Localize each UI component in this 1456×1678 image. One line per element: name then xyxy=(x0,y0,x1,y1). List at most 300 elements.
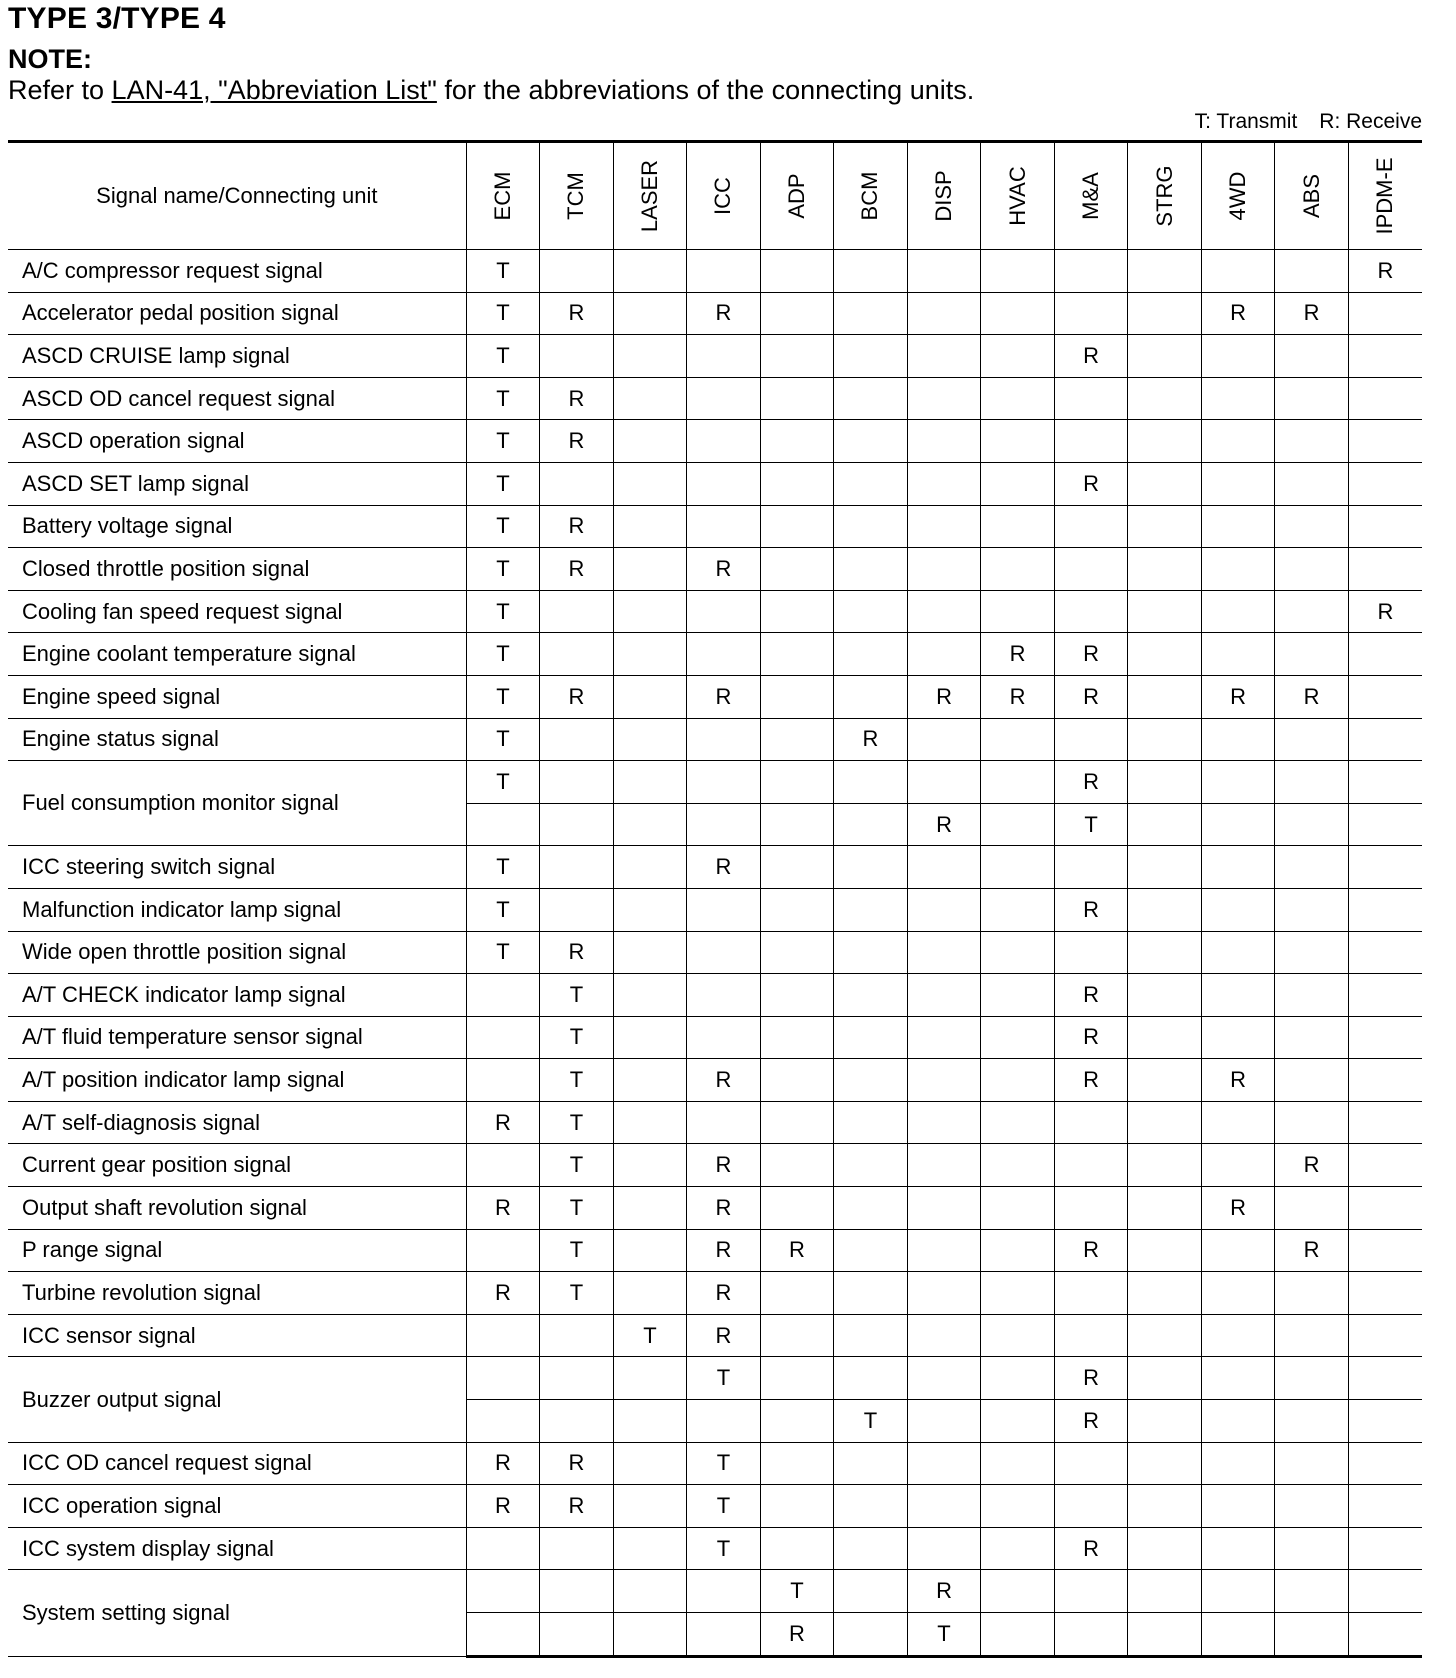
signal-cell xyxy=(613,1272,687,1315)
signal-cell xyxy=(760,675,834,718)
signal-cell xyxy=(760,250,834,293)
table-row xyxy=(8,1314,1422,1357)
signal-cell xyxy=(760,974,834,1017)
signal-cell xyxy=(981,1059,1055,1102)
signal-cell xyxy=(981,590,1055,633)
signal-cell xyxy=(1054,420,1128,463)
signal-cell xyxy=(1201,590,1275,633)
unit-header xyxy=(907,142,981,250)
signal-cell xyxy=(466,1613,540,1657)
signal-cell: R xyxy=(466,1272,540,1315)
unit-header-label: TCM xyxy=(563,172,589,220)
unit-header-label: ICC xyxy=(710,177,736,215)
table-row xyxy=(8,1187,1422,1230)
signal-cell xyxy=(907,420,981,463)
signal-cell xyxy=(760,1272,834,1315)
signal-cell: T xyxy=(834,1400,908,1443)
signal-cell xyxy=(907,1016,981,1059)
signal-cell: R xyxy=(1275,1229,1349,1272)
signal-cell: T xyxy=(540,1272,614,1315)
table-row xyxy=(8,1357,1422,1400)
signal-cell xyxy=(834,1570,908,1613)
signal-cell xyxy=(907,1400,981,1443)
signal-cell xyxy=(1128,633,1202,676)
signal-cell: R xyxy=(981,675,1055,718)
signal-cell: R xyxy=(687,548,761,591)
signal-name: A/T position indicator lamp signal xyxy=(8,1059,466,1102)
signal-cell xyxy=(981,718,1055,761)
signal-cell xyxy=(1348,1229,1422,1272)
signal-cell xyxy=(1054,1144,1128,1187)
signal-cell: R xyxy=(687,846,761,889)
signal-cell xyxy=(1201,1527,1275,1570)
signal-cell xyxy=(981,292,1055,335)
signal-cell: R xyxy=(1275,292,1349,335)
signal-cell: R xyxy=(540,931,614,974)
signal-cell xyxy=(1275,505,1349,548)
signal-cell xyxy=(1348,335,1422,378)
signal-cell xyxy=(1201,1272,1275,1315)
signal-cell xyxy=(760,761,834,804)
signal-cell xyxy=(1054,377,1128,420)
signal-cell xyxy=(981,1187,1055,1230)
unit-header-label: M&A xyxy=(1078,172,1104,220)
signal-cell: R xyxy=(1201,292,1275,335)
signal-cell xyxy=(981,1229,1055,1272)
signal-cell xyxy=(834,1442,908,1485)
signal-name: ICC steering switch signal xyxy=(8,846,466,889)
signal-cell xyxy=(1275,250,1349,293)
signal-cell xyxy=(981,1400,1055,1443)
signal-cell: R xyxy=(1054,761,1128,804)
signal-cell xyxy=(1128,888,1202,931)
signal-cell xyxy=(540,846,614,889)
signal-cell: R xyxy=(540,292,614,335)
signal-cell xyxy=(1275,846,1349,889)
signal-cell xyxy=(907,462,981,505)
signal-cell xyxy=(1275,548,1349,591)
signal-cell: T xyxy=(687,1442,761,1485)
table-row xyxy=(8,761,1422,804)
signal-cell xyxy=(1128,1016,1202,1059)
signal-cell: T xyxy=(540,974,614,1017)
table-row xyxy=(8,250,1422,293)
signal-cell xyxy=(613,548,687,591)
signal-name: P range signal xyxy=(8,1229,466,1272)
signal-cell xyxy=(1128,250,1202,293)
signal-cell xyxy=(760,1187,834,1230)
signal-cell xyxy=(834,888,908,931)
signal-cell xyxy=(907,505,981,548)
signal-cell xyxy=(1201,718,1275,761)
signal-name: ICC OD cancel request signal xyxy=(8,1442,466,1485)
signal-cell xyxy=(1201,1229,1275,1272)
note-text xyxy=(8,75,974,106)
signal-cell xyxy=(540,1613,614,1657)
signal-cell xyxy=(1275,931,1349,974)
signal-cell xyxy=(760,803,834,846)
signal-cell xyxy=(1201,633,1275,676)
legend-receive: R: Receive xyxy=(1319,110,1422,133)
table-row xyxy=(8,1272,1422,1315)
signal-cell: T xyxy=(466,505,540,548)
signal-cell xyxy=(540,462,614,505)
signal-cell xyxy=(760,505,834,548)
signal-cell xyxy=(1054,1187,1128,1230)
signal-cell xyxy=(981,974,1055,1017)
signal-cell: T xyxy=(466,590,540,633)
unit-header-label: HVAC xyxy=(1004,166,1030,226)
signal-cell xyxy=(1201,1613,1275,1657)
unit-header-label: ABS xyxy=(1298,173,1324,219)
signal-cell: R xyxy=(907,675,981,718)
table-body xyxy=(8,250,1422,1657)
signal-cell xyxy=(466,974,540,1017)
signal-cell xyxy=(466,1144,540,1187)
signal-cell xyxy=(466,803,540,846)
table-row xyxy=(8,505,1422,548)
unit-header-label: BCM xyxy=(857,171,883,221)
table-row xyxy=(8,420,1422,463)
signal-cell xyxy=(1054,1442,1128,1485)
signal-cell xyxy=(613,1187,687,1230)
signal-cell xyxy=(907,1101,981,1144)
table-row xyxy=(8,1570,1422,1613)
signal-cell xyxy=(1275,1314,1349,1357)
signal-cell xyxy=(834,335,908,378)
signal-cell xyxy=(907,590,981,633)
signal-cell: R xyxy=(1054,462,1128,505)
signal-cell xyxy=(1128,292,1202,335)
signal-cell xyxy=(613,1016,687,1059)
signal-cell xyxy=(613,761,687,804)
signal-cell xyxy=(613,931,687,974)
signal-cell xyxy=(1128,846,1202,889)
signal-cell xyxy=(834,1527,908,1570)
signal-cell xyxy=(1128,1314,1202,1357)
signal-cell xyxy=(907,1527,981,1570)
signal-cell xyxy=(1348,292,1422,335)
unit-header-label: 4WD xyxy=(1225,171,1251,221)
signal-cell xyxy=(1128,548,1202,591)
signal-cell: R xyxy=(981,633,1055,676)
signal-cell xyxy=(1348,1613,1422,1657)
signal-cell: T xyxy=(466,633,540,676)
signal-cell xyxy=(834,420,908,463)
signal-cell: R xyxy=(687,1144,761,1187)
signal-cell xyxy=(1128,462,1202,505)
signal-cell xyxy=(834,675,908,718)
signal-cell: R xyxy=(540,420,614,463)
signal-cell xyxy=(834,931,908,974)
signal-cell: R xyxy=(760,1613,834,1657)
signal-cell xyxy=(687,590,761,633)
signal-name: ICC system display signal xyxy=(8,1527,466,1570)
signal-cell xyxy=(613,1527,687,1570)
signal-cell xyxy=(1201,761,1275,804)
signal-cell xyxy=(1128,1400,1202,1443)
signal-cell xyxy=(834,548,908,591)
signal-cell: T xyxy=(466,846,540,889)
signal-cell xyxy=(907,250,981,293)
signal-cell xyxy=(1201,548,1275,591)
signal-cell xyxy=(1128,505,1202,548)
signal-cell: R xyxy=(1054,1357,1128,1400)
signal-cell xyxy=(1128,1101,1202,1144)
signal-cell xyxy=(687,1101,761,1144)
signal-cell: R xyxy=(1054,633,1128,676)
signal-cell: T xyxy=(760,1570,834,1613)
signal-cell xyxy=(760,548,834,591)
signal-cell xyxy=(907,888,981,931)
signal-cell xyxy=(834,1357,908,1400)
signal-cell xyxy=(687,974,761,1017)
signal-cell xyxy=(1128,718,1202,761)
signal-cell xyxy=(1128,377,1202,420)
signal-name: Accelerator pedal position signal xyxy=(8,292,466,335)
signal-cell xyxy=(1128,1442,1202,1485)
signal-cell: R xyxy=(1201,675,1275,718)
signal-cell xyxy=(1201,335,1275,378)
table-row xyxy=(8,931,1422,974)
signal-cell xyxy=(1128,1272,1202,1315)
signal-cell xyxy=(1128,335,1202,378)
signal-cell xyxy=(834,1016,908,1059)
signal-cell xyxy=(1128,590,1202,633)
signal-cell: T xyxy=(687,1357,761,1400)
signal-cell xyxy=(613,888,687,931)
table-row xyxy=(8,1059,1422,1102)
signal-cell: R xyxy=(466,1101,540,1144)
signal-name: ASCD SET lamp signal xyxy=(8,462,466,505)
signal-cell xyxy=(1128,931,1202,974)
signal-cell: R xyxy=(1054,675,1128,718)
signal-name: Cooling fan speed request signal xyxy=(8,590,466,633)
signal-cell xyxy=(1348,633,1422,676)
signal-cell xyxy=(540,718,614,761)
signal-cell xyxy=(1348,1400,1422,1443)
table-row xyxy=(8,1527,1422,1570)
signal-cell xyxy=(1128,974,1202,1017)
signal-cell xyxy=(907,931,981,974)
signal-cell xyxy=(907,1442,981,1485)
signal-cell xyxy=(613,462,687,505)
signal-cell: R xyxy=(1054,335,1128,378)
signal-cell xyxy=(613,1101,687,1144)
signal-cell xyxy=(760,335,834,378)
signal-cell xyxy=(907,1059,981,1102)
unit-header xyxy=(540,142,614,250)
unit-header xyxy=(1054,142,1128,250)
signal-cell: R xyxy=(540,1485,614,1528)
signal-cell xyxy=(834,1144,908,1187)
signal-cell xyxy=(1128,803,1202,846)
table-row xyxy=(8,377,1422,420)
signal-cell xyxy=(1348,548,1422,591)
signal-cell xyxy=(1201,420,1275,463)
table-row xyxy=(8,590,1422,633)
signal-cell: R xyxy=(907,1570,981,1613)
signal-cell xyxy=(834,633,908,676)
page-title: TYPE 3/TYPE 4 xyxy=(8,2,226,35)
signal-cell: T xyxy=(1054,803,1128,846)
table-header-row xyxy=(8,142,1422,250)
note-suffix: for the abbreviations of the connecting units. xyxy=(436,75,975,105)
signal-cell xyxy=(687,803,761,846)
signal-cell: R xyxy=(687,1187,761,1230)
signal-cell xyxy=(1275,1400,1349,1443)
signal-cell xyxy=(981,1485,1055,1528)
signal-cell xyxy=(613,1485,687,1528)
signal-cell xyxy=(540,803,614,846)
unit-header xyxy=(466,142,540,250)
signal-cell: R xyxy=(1201,1059,1275,1102)
signal-cell xyxy=(1275,1101,1349,1144)
signal-cell: R xyxy=(1348,250,1422,293)
signal-cell xyxy=(1128,1144,1202,1187)
signal-name: ICC sensor signal xyxy=(8,1314,466,1357)
signal-cell xyxy=(1348,1527,1422,1570)
signal-cell xyxy=(981,250,1055,293)
signal-cell xyxy=(907,974,981,1017)
table-row xyxy=(8,548,1422,591)
signal-cell: T xyxy=(687,1527,761,1570)
signal-cell xyxy=(1054,1314,1128,1357)
signal-cell xyxy=(760,888,834,931)
table-row xyxy=(8,335,1422,378)
signal-name: Buzzer output signal xyxy=(8,1357,466,1442)
signal-cell xyxy=(466,1570,540,1613)
signal-cell: T xyxy=(466,888,540,931)
abbreviation-list-link[interactable]: LAN-41, "Abbreviation List" xyxy=(111,75,437,105)
signal-cell: R xyxy=(1054,974,1128,1017)
signal-cell: T xyxy=(466,675,540,718)
signal-cell xyxy=(834,1059,908,1102)
signal-name: Turbine revolution signal xyxy=(8,1272,466,1315)
signal-cell xyxy=(687,1570,761,1613)
signal-cell xyxy=(1348,420,1422,463)
signal-cell xyxy=(981,888,1055,931)
signal-cell xyxy=(981,761,1055,804)
signal-cell xyxy=(1201,888,1275,931)
signal-cell xyxy=(1054,590,1128,633)
signal-cell xyxy=(1348,1570,1422,1613)
signal-cell xyxy=(1348,718,1422,761)
table-row xyxy=(8,1101,1422,1144)
signal-cell xyxy=(907,1314,981,1357)
note-prefix: Refer to xyxy=(8,75,112,105)
unit-header-label: ADP xyxy=(783,173,809,219)
signal-cell xyxy=(466,1527,540,1570)
table-row xyxy=(8,1442,1422,1485)
note-label: NOTE: xyxy=(8,44,92,74)
signal-cell xyxy=(1275,974,1349,1017)
signal-cell xyxy=(466,1400,540,1443)
signal-cell: R xyxy=(687,292,761,335)
table-row xyxy=(8,1016,1422,1059)
signal-cell xyxy=(981,803,1055,846)
signal-cell xyxy=(981,505,1055,548)
signal-cell xyxy=(613,718,687,761)
signal-cell xyxy=(760,1357,834,1400)
signal-cell xyxy=(613,590,687,633)
signal-cell: R xyxy=(1054,1229,1128,1272)
signal-cell xyxy=(687,761,761,804)
table-row xyxy=(8,1229,1422,1272)
signal-cell xyxy=(760,377,834,420)
signal-cell xyxy=(981,1016,1055,1059)
signal-cell xyxy=(1275,590,1349,633)
signal-cell: R xyxy=(1054,1016,1128,1059)
signal-cell xyxy=(613,1357,687,1400)
table-row xyxy=(8,292,1422,335)
signal-cell xyxy=(907,548,981,591)
signal-cell xyxy=(1054,931,1128,974)
signal-cell xyxy=(1201,505,1275,548)
signal-cell xyxy=(760,1101,834,1144)
signal-cell xyxy=(466,1314,540,1357)
signal-cell xyxy=(907,846,981,889)
signal-cell xyxy=(1348,761,1422,804)
signal-cell: R xyxy=(907,803,981,846)
signal-cell: T xyxy=(466,250,540,293)
signal-cell xyxy=(1128,1570,1202,1613)
signal-cell xyxy=(981,1442,1055,1485)
signal-cell xyxy=(834,377,908,420)
signal-cell xyxy=(540,335,614,378)
signal-cell xyxy=(834,1314,908,1357)
signal-cell xyxy=(1348,1187,1422,1230)
signal-cell xyxy=(1201,931,1275,974)
signal-cell xyxy=(1348,1101,1422,1144)
signal-cell xyxy=(1348,675,1422,718)
signal-cell xyxy=(907,718,981,761)
signal-cell xyxy=(613,846,687,889)
signal-cell: T xyxy=(466,931,540,974)
signal-cell xyxy=(760,846,834,889)
signal-cell xyxy=(760,590,834,633)
signal-cell xyxy=(540,590,614,633)
signal-cell xyxy=(1128,1485,1202,1528)
signal-name: A/T CHECK indicator lamp signal xyxy=(8,974,466,1017)
signal-cell: T xyxy=(466,462,540,505)
unit-header-label: LASER xyxy=(636,159,662,233)
signal-cell xyxy=(1348,1059,1422,1102)
signal-cell xyxy=(613,420,687,463)
signal-cell xyxy=(1201,1442,1275,1485)
signal-name: ASCD OD cancel request signal xyxy=(8,377,466,420)
signal-cell xyxy=(907,761,981,804)
signal-cell: T xyxy=(466,761,540,804)
signal-cell xyxy=(760,1059,834,1102)
signal-cell xyxy=(834,1101,908,1144)
table-row xyxy=(8,974,1422,1017)
signal-cell xyxy=(687,931,761,974)
signal-cell xyxy=(1348,888,1422,931)
signal-name: Fuel consumption monitor signal xyxy=(8,761,466,846)
signal-cell xyxy=(1054,1272,1128,1315)
signal-cell xyxy=(1275,633,1349,676)
signal-name: Closed throttle position signal xyxy=(8,548,466,591)
signal-cell xyxy=(981,1527,1055,1570)
signal-cell xyxy=(1201,1485,1275,1528)
signal-cell xyxy=(907,1144,981,1187)
signal-cell xyxy=(1275,420,1349,463)
signal-cell xyxy=(1275,1187,1349,1230)
signal-cell: R xyxy=(540,377,614,420)
unit-header xyxy=(1275,142,1349,250)
signal-cell xyxy=(907,1485,981,1528)
